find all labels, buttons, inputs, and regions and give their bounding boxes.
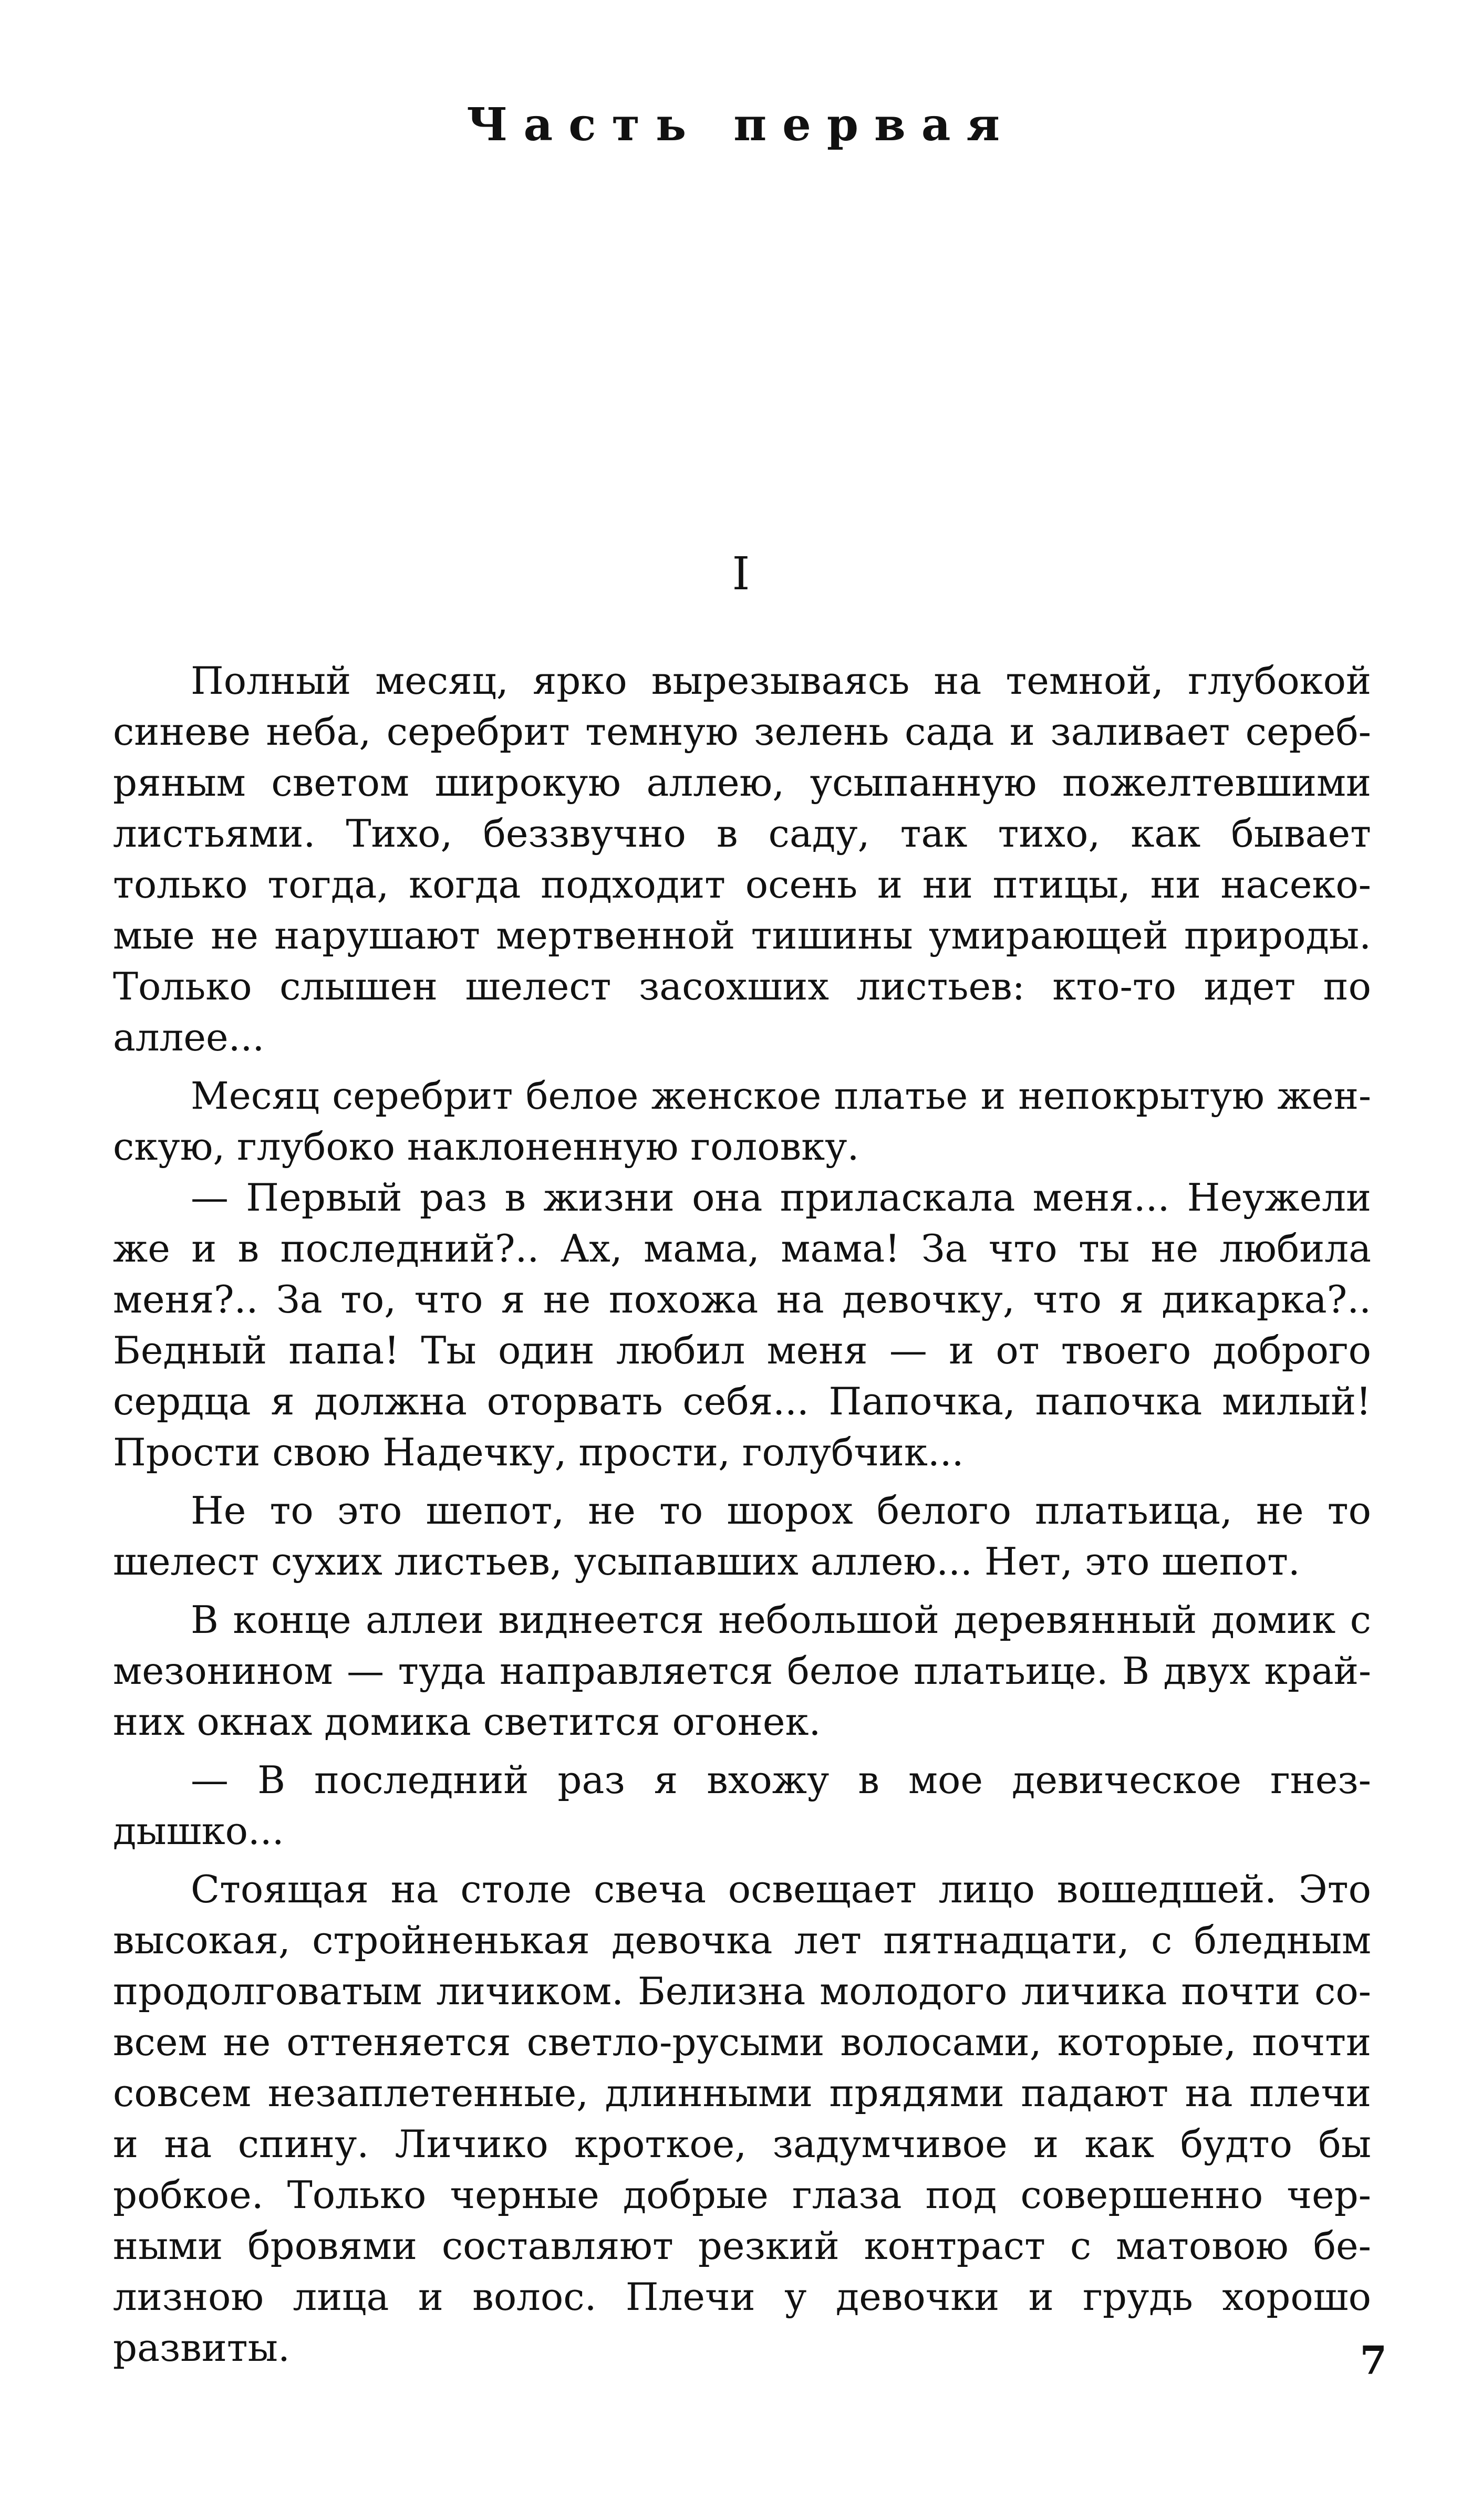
text-line-content: сердца я должна оторвать себя... Папочка, папочка милый! bbox=[113, 1379, 1371, 1423]
text-line-content: развиты. bbox=[113, 2326, 290, 2370]
text-line-content: — Первый раз в жизни она приласкала меня... Неужели bbox=[191, 1175, 1371, 1220]
text-line bbox=[113, 1966, 1371, 2017]
text-line-content: робкое. Только черные добрые глаза под совершенно чер- bbox=[113, 2173, 1371, 2217]
text-line-content: них окнах домика светится огонек. bbox=[113, 1700, 821, 1744]
text-line-content: — В последний раз я вхожу в мое девическое гнез- bbox=[191, 1758, 1371, 1802]
text-line bbox=[113, 2323, 1371, 2373]
text-line bbox=[113, 1595, 1371, 1646]
text-line bbox=[113, 1325, 1371, 1376]
text-line bbox=[113, 655, 1371, 706]
text-line bbox=[113, 1646, 1371, 1696]
text-line-content: и на спину. Личико кроткое, задумчивое и как будто бы bbox=[113, 2122, 1371, 2166]
text-line-content: Полный месяц, ярко вырезываясь на темной, глубокой bbox=[191, 659, 1371, 703]
text-line bbox=[113, 2068, 1371, 2119]
text-line bbox=[113, 1172, 1371, 1223]
text-line-content: синеве неба, серебрит темную зелень сада и заливает сереб- bbox=[113, 710, 1371, 754]
body-text bbox=[113, 655, 1371, 2373]
text-line-content: же и в последний?.. Ах, мама, мама! За что ты не любила bbox=[113, 1226, 1371, 1271]
text-line bbox=[113, 808, 1371, 859]
text-line-content: аллее... bbox=[113, 1015, 265, 1059]
text-line-content: шелест сухих листьев, усыпавших аллею... Нет, это шепот. bbox=[113, 1539, 1300, 1584]
text-line-content: меня?.. За то, что я не похожа на девочку, что я дикарка?.. bbox=[113, 1277, 1371, 1321]
text-line-content: совсем незаплетенные, длинными прядями падают на плечи bbox=[113, 2071, 1371, 2115]
text-line-content: Только слышен шелест засохших листьев: кто-то идет по bbox=[113, 964, 1371, 1008]
text-line bbox=[113, 1427, 1371, 1478]
page-number: 7 bbox=[1360, 2338, 1387, 2383]
text-line-content: В конце аллеи виднеется небольшой деревянный домик с bbox=[191, 1598, 1371, 1642]
text-line bbox=[113, 1864, 1371, 1915]
text-line bbox=[113, 2221, 1371, 2272]
text-line bbox=[113, 1274, 1371, 1325]
text-line-content: ными бровями составляют резкий контраст с матовою бе- bbox=[113, 2224, 1371, 2268]
text-line bbox=[113, 2170, 1371, 2221]
text-line bbox=[113, 1915, 1371, 1966]
text-line bbox=[113, 757, 1371, 808]
text-line-content: Месяц серебрит белое женское платье и непокрытую жен- bbox=[191, 1074, 1371, 1118]
text-line-content: Прости свою Надечку, прости, голубчик... bbox=[113, 1430, 964, 1474]
text-line-content: мезонином — туда направляется белое платьице. В двух край- bbox=[113, 1649, 1371, 1693]
text-line bbox=[113, 1121, 1371, 1172]
text-line bbox=[113, 1696, 1371, 1747]
part-title: Часть первая bbox=[466, 98, 1016, 151]
text-line bbox=[113, 1223, 1371, 1274]
text-line-content: всем не оттеняется светло-русыми волосами, которые, почти bbox=[113, 2020, 1371, 2064]
text-line-content: ряным светом широкую аллею, усыпанную пожелтевшими bbox=[113, 761, 1371, 805]
chapter-number: I bbox=[732, 548, 750, 600]
text-line-content: Не то это шепот, не то шорох белого платьица, не то bbox=[191, 1488, 1371, 1533]
text-line-content: дышко... bbox=[113, 1809, 284, 1853]
text-line bbox=[113, 2272, 1371, 2323]
text-line bbox=[113, 910, 1371, 961]
text-line-content: мые не нарушают мертвенной тишины умирающей природы. bbox=[113, 913, 1371, 957]
text-line-content: высокая, стройненькая девочка лет пятнадцати, с бледным bbox=[113, 1918, 1371, 1962]
text-line bbox=[113, 1376, 1371, 1427]
text-line bbox=[113, 1070, 1371, 1121]
text-line-content: Бедный папа! Ты один любил меня — и от твоего доброго bbox=[113, 1328, 1371, 1372]
text-line bbox=[113, 1536, 1371, 1587]
text-line-content: листьями. Тихо, беззвучно в саду, так тихо, как бывает bbox=[113, 811, 1371, 856]
text-line bbox=[113, 1012, 1371, 1063]
text-line bbox=[113, 961, 1371, 1012]
text-line bbox=[113, 1755, 1371, 1806]
text-line bbox=[113, 706, 1371, 757]
text-line-content: скую, глубоко наклоненную головку. bbox=[113, 1124, 859, 1169]
text-line bbox=[113, 2017, 1371, 2068]
text-line bbox=[113, 1485, 1371, 1536]
text-line-content: Стоящая на столе свеча освещает лицо вошедшей. Это bbox=[191, 1867, 1371, 1911]
text-line-content: лизною лица и волос. Плечи у девочки и грудь хорошо bbox=[113, 2275, 1371, 2319]
text-line-content: только тогда, когда подходит осень и ни птицы, ни насеко- bbox=[113, 862, 1371, 907]
text-line-content: продолговатым личиком. Белизна молодого личика почти со- bbox=[113, 1969, 1371, 2013]
text-line bbox=[113, 2119, 1371, 2170]
text-line bbox=[113, 859, 1371, 910]
text-line bbox=[113, 1806, 1371, 1857]
